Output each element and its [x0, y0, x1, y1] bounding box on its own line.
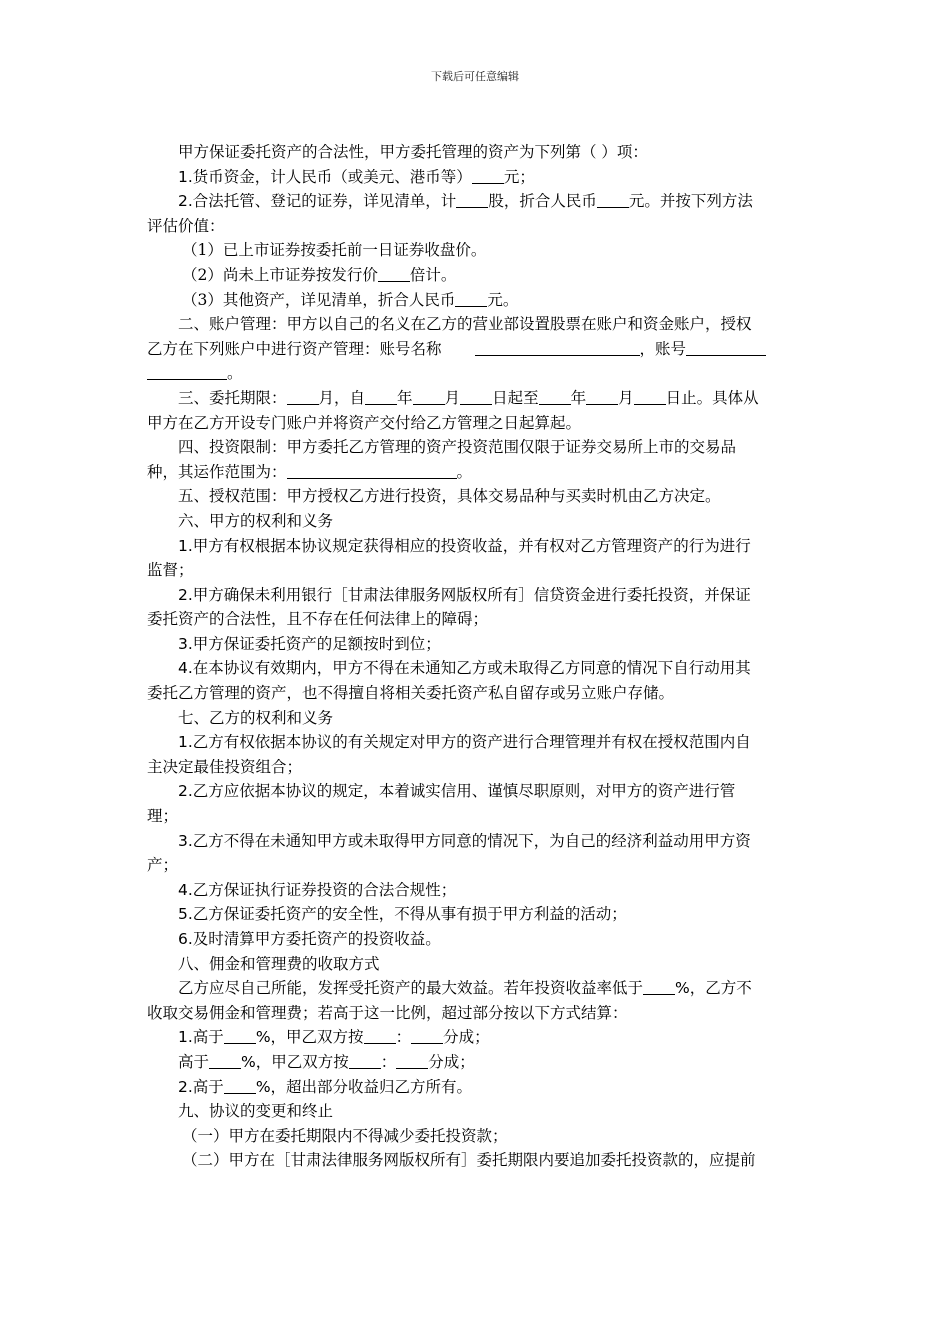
paragraph — [147, 656, 802, 681]
text: 货币资金，计人民币（或美元、港币等） — [192, 167, 472, 186]
text: 年 — [397, 388, 413, 407]
item-number: 5. — [178, 905, 193, 924]
text: 元。并按下列方法 — [628, 192, 753, 211]
section-heading: 七、乙方的权利和义务 — [178, 708, 334, 727]
text: 日止。具体从 — [665, 388, 759, 407]
paragraph: 委托资产的合法性，且不存在任何法律上的障碍； — [147, 610, 489, 629]
paragraph — [147, 878, 802, 903]
text: 高于 — [178, 1052, 210, 1071]
text: 乙方不得在未通知甲方或未取得甲方同意的情况下，为自己的经济利益动用甲方资 — [192, 831, 751, 850]
percent-sign: % — [255, 1028, 271, 1047]
text: 分成； — [443, 1028, 490, 1047]
text: ，甲乙双方按 — [270, 1028, 364, 1047]
text: 分成； — [428, 1052, 475, 1071]
paragraph — [147, 1075, 802, 1100]
item-number: 3. — [178, 831, 193, 850]
fill-blank — [378, 265, 410, 282]
paragraph — [147, 730, 802, 755]
text: 高于 — [192, 1077, 224, 1096]
fill-blank — [365, 388, 397, 405]
section-heading: 八、佣金和管理费的收取方式 — [178, 954, 380, 973]
fill-blank — [209, 1052, 241, 1069]
text: 元。 — [487, 290, 519, 309]
paragraph — [147, 263, 802, 288]
paragraph: 甲方在乙方开设专门账户并将资产交付给乙方管理之日起算起。 — [147, 413, 582, 432]
paragraph — [147, 534, 802, 559]
paragraph — [147, 583, 802, 608]
item-number: 1. — [178, 167, 193, 186]
text: （3）其他资产，详见清单，折合人民币 — [182, 290, 456, 309]
percent-sign: % — [255, 1077, 271, 1096]
text: 年 — [570, 388, 587, 407]
text: 月 — [618, 388, 634, 407]
text: ： — [395, 1028, 412, 1047]
fill-blank — [456, 191, 488, 208]
text: ，甲乙双方按 — [255, 1052, 349, 1071]
text: ，账号 — [639, 339, 687, 358]
item-number: 1. — [178, 733, 193, 752]
text: 种，其运作范围为： — [147, 462, 287, 481]
paragraph: 五、授权范围：甲方授权乙方进行投资，具体交易品种与买卖时机由乙方决定。 — [178, 487, 721, 506]
text: （2）尚未上市证券按发行价 — [182, 265, 378, 284]
fill-blank — [539, 388, 571, 405]
text: 月 — [444, 388, 461, 407]
text: 股，折合人民币 — [488, 192, 597, 211]
page-header: 下载后可任意编辑 — [431, 70, 519, 83]
item-number: 4. — [178, 659, 193, 678]
paragraph — [147, 976, 802, 1001]
fill-blank — [472, 167, 504, 184]
text: 月，自 — [318, 388, 366, 407]
text: ，超出部分收益归乙方所有。 — [270, 1077, 473, 1096]
paragraph — [147, 460, 802, 485]
fill-blank — [686, 339, 766, 356]
fill-blank — [411, 1027, 443, 1044]
item-number: 1. — [178, 536, 193, 555]
fill-blank — [643, 978, 675, 995]
paragraph: 四、投资限制：甲方委托乙方管理的资产投资范围仅限于证券交易所上市的交易品 — [178, 438, 737, 457]
fill-blank — [460, 388, 492, 405]
document-body — [147, 140, 802, 1173]
item-number: 4. — [178, 880, 193, 899]
fill-blank — [287, 462, 457, 479]
fill-blank — [349, 1052, 381, 1069]
paragraph — [147, 386, 802, 411]
text: 日起至 — [492, 388, 539, 407]
fill-blank — [586, 388, 618, 405]
fill-blank — [224, 1077, 256, 1094]
text: 甲方有权根据本协议规定获得相应的投资收益，并有权对乙方管理资产的行为进行 — [192, 536, 751, 555]
paragraph — [147, 927, 802, 952]
fill-blank — [413, 388, 445, 405]
text: 。 — [227, 364, 243, 383]
paragraph — [147, 189, 802, 214]
fill-blank — [287, 388, 319, 405]
paragraph: 委托乙方管理的资产，也不得擅自将相关委托资产私自留存或另立账户存储。 — [147, 684, 675, 703]
fill-blank — [455, 290, 487, 307]
section-heading: 九、协议的变更和终止 — [178, 1102, 334, 1121]
item-number: 1. — [178, 1028, 193, 1047]
text: 三、委托期限： — [178, 388, 287, 407]
paragraph: （一）甲方在委托期限内不得减少委托投资款； — [182, 1126, 508, 1145]
text: 甲方保证委托资产的足额按时到位； — [192, 634, 441, 653]
section-heading: 六、甲方的权利和义务 — [178, 511, 334, 530]
fill-blank — [396, 1052, 428, 1069]
paragraph — [147, 288, 802, 313]
paragraph: 收取交易佣金和管理费；若高于这一比例，超过部分按以下方式结算： — [147, 1003, 628, 1022]
paragraph — [147, 1025, 802, 1050]
paragraph: （1）已上市证券按委托前一日证券收盘价。 — [182, 241, 487, 260]
text: ，乙方不 — [689, 979, 752, 998]
fill-blank — [224, 1027, 256, 1044]
fill-blank — [597, 191, 629, 208]
text: 合法托管、登记的证券，详见清单，计 — [192, 192, 457, 211]
text: 乙方应依据本协议的规定，本着诚实信用、谨慎尽职原则，对甲方的资产进行管 — [192, 782, 736, 801]
fill-blank — [475, 339, 640, 356]
percent-sign: % — [241, 1052, 256, 1071]
paragraph: 主决定最佳投资组合； — [147, 757, 303, 776]
paragraph: 监督； — [147, 561, 194, 580]
text: 乙方保证执行证券投资的合法合规性； — [192, 880, 457, 899]
paragraph — [147, 361, 802, 386]
text: 。 — [456, 462, 473, 481]
paragraph — [147, 829, 802, 854]
text: 高于 — [192, 1028, 224, 1047]
text: 在本协议有效期内，甲方不得在未通知乙方或未取得乙方同意的情况下自行动用其 — [192, 659, 751, 678]
item-number: 6. — [178, 930, 193, 948]
paragraph: 甲方保证委托资产的合法性，甲方委托管理的资产为下列第（ ）项： — [178, 143, 648, 161]
text: 乙方保证委托资产的安全性，不得从事有损于甲方利益的活动； — [192, 905, 627, 924]
item-number: 2. — [178, 782, 193, 801]
text: 乙方应尽自己所能，发挥受托资产的最大效益。若年投资收益率低于 — [178, 979, 644, 998]
item-number: 2. — [178, 585, 193, 604]
paragraph — [147, 337, 802, 362]
paragraph — [147, 632, 802, 657]
text: 乙方在下列账户中进行资产管理：账号名称 — [147, 339, 442, 358]
paragraph: 理； — [147, 807, 179, 826]
item-number: 2. — [178, 192, 193, 211]
text: 乙方有权依据本协议的有关规定对甲方的资产进行合理管理并有权在授权范围内自 — [192, 733, 751, 752]
item-number: 2. — [178, 1077, 193, 1096]
fill-blank — [147, 363, 227, 380]
paragraph: 二、账户管理：甲方以自己的名义在乙方的营业部设置股票在账户和资金账户，授权 — [178, 315, 752, 334]
percent-sign: % — [675, 979, 690, 998]
text: 倍计。 — [409, 265, 457, 284]
paragraph: （二）甲方在［甘肃法律服务网版权所有］委托期限内要追加委托投资款的，应提前 — [182, 1151, 756, 1170]
text: 甲方确保未利用银行［甘肃法律服务网版权所有］信贷资金进行委托投资，并保证 — [192, 585, 751, 604]
paragraph — [147, 779, 802, 804]
item-number: 3. — [178, 634, 193, 653]
text: ： — [380, 1052, 397, 1071]
text: 元； — [503, 167, 535, 186]
paragraph — [147, 1050, 802, 1075]
paragraph: 评估价值： — [147, 216, 225, 235]
fill-blank — [364, 1027, 396, 1044]
text: 及时清算甲方委托资产的投资收益。 — [192, 930, 441, 948]
fill-blank — [634, 388, 666, 405]
paragraph — [147, 902, 802, 927]
paragraph: 产； — [147, 856, 179, 875]
paragraph — [147, 165, 802, 190]
